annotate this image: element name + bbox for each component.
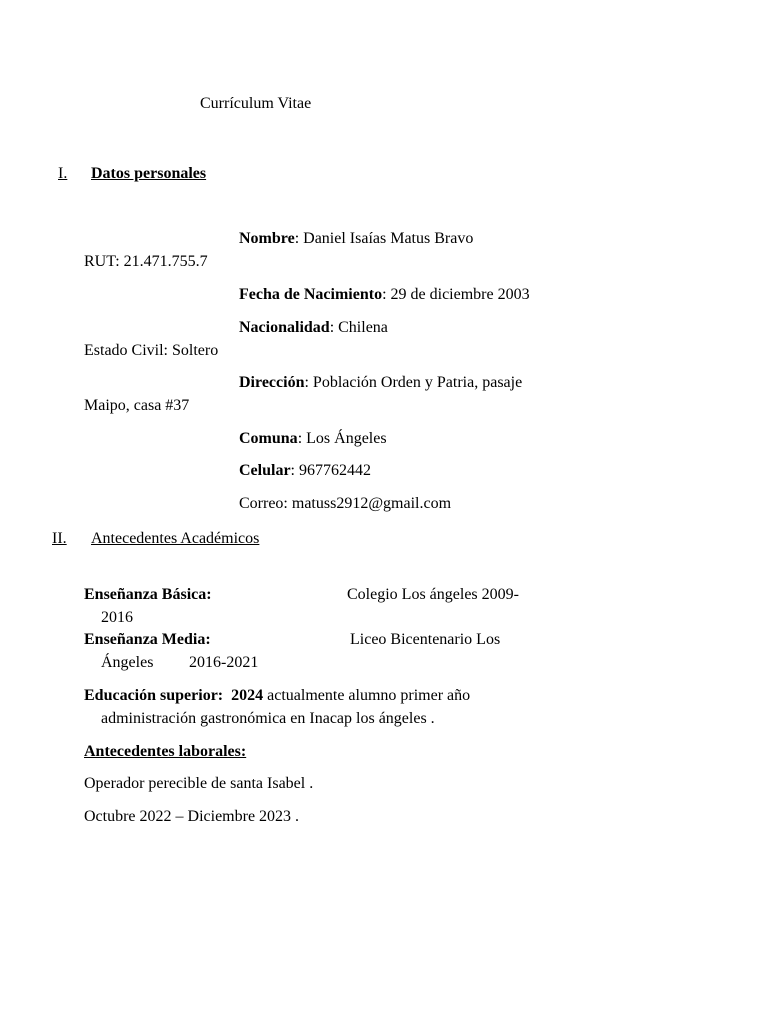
section-number-academic: II. (52, 530, 67, 547)
field-media-years: 2016-2021 (189, 654, 259, 671)
field-comuna (239, 429, 387, 449)
field-comuna-value: : Los Ángeles (297, 430, 387, 447)
section-heading-work: Antecedentes laborales: (84, 743, 247, 760)
field-basica-continuation: 2016 (101, 609, 133, 626)
field-comuna-label: Comuna (239, 430, 298, 447)
field-nacionalidad (239, 318, 388, 338)
field-superior-label: Educación superior: (84, 687, 224, 704)
field-correo: Correo: matuss2912@gmail.com (239, 495, 452, 512)
field-celular-label: Celular (239, 462, 291, 479)
field-media-value: Liceo Bicentenario Los (350, 631, 501, 648)
field-fecha-nacimiento (239, 285, 530, 305)
field-direccion-value: : Población Orden y Patria, pasaje (304, 374, 523, 391)
field-direccion-continuation: Maipo, casa #37 (84, 397, 190, 414)
field-rut: RUT: 21.471.755.7 (84, 253, 208, 270)
field-superior-continuation: administración gastronómica en Inacap los ángeles . (101, 710, 435, 727)
field-nombre-label: Nombre (239, 230, 295, 247)
field-fecha-value: : 29 de diciembre 2003 (382, 286, 530, 303)
field-nacionalidad-label: Nacionalidad (239, 319, 330, 336)
field-estado-civil: Estado Civil: Soltero (84, 342, 219, 359)
field-nombre (239, 229, 473, 249)
field-nacionalidad-value: : Chilena (329, 319, 388, 336)
field-direccion (239, 373, 522, 393)
field-direccion-label: Dirección (239, 374, 305, 391)
field-superior-year: 2024 (231, 687, 264, 704)
field-fecha-label: Fecha de Nacimiento (239, 286, 383, 303)
field-superior (84, 686, 470, 706)
section-heading-personal: Datos personales (91, 165, 207, 182)
field-media-label: Enseñanza Media: (84, 631, 211, 648)
work-job: Operador perecible de santa Isabel . (84, 775, 314, 792)
section-heading-academic: Antecedentes Académicos (91, 530, 260, 547)
field-superior-value: actualmente alumno primer año (263, 687, 471, 704)
field-basica-value: Colegio Los ángeles 2009- (347, 586, 519, 603)
section-number-personal: I. (58, 165, 68, 182)
field-celular-value: : 967762442 (290, 462, 371, 479)
page-title: Currículum Vitae (200, 95, 312, 112)
field-media-place: Ángeles (101, 654, 154, 671)
field-nombre-value: : Daniel Isaías Matus Bravo (294, 230, 474, 247)
work-period: Octubre 2022 – Diciembre 2023 . (84, 808, 300, 825)
field-basica-label: Enseñanza Básica: (84, 586, 212, 603)
field-celular (239, 461, 371, 481)
